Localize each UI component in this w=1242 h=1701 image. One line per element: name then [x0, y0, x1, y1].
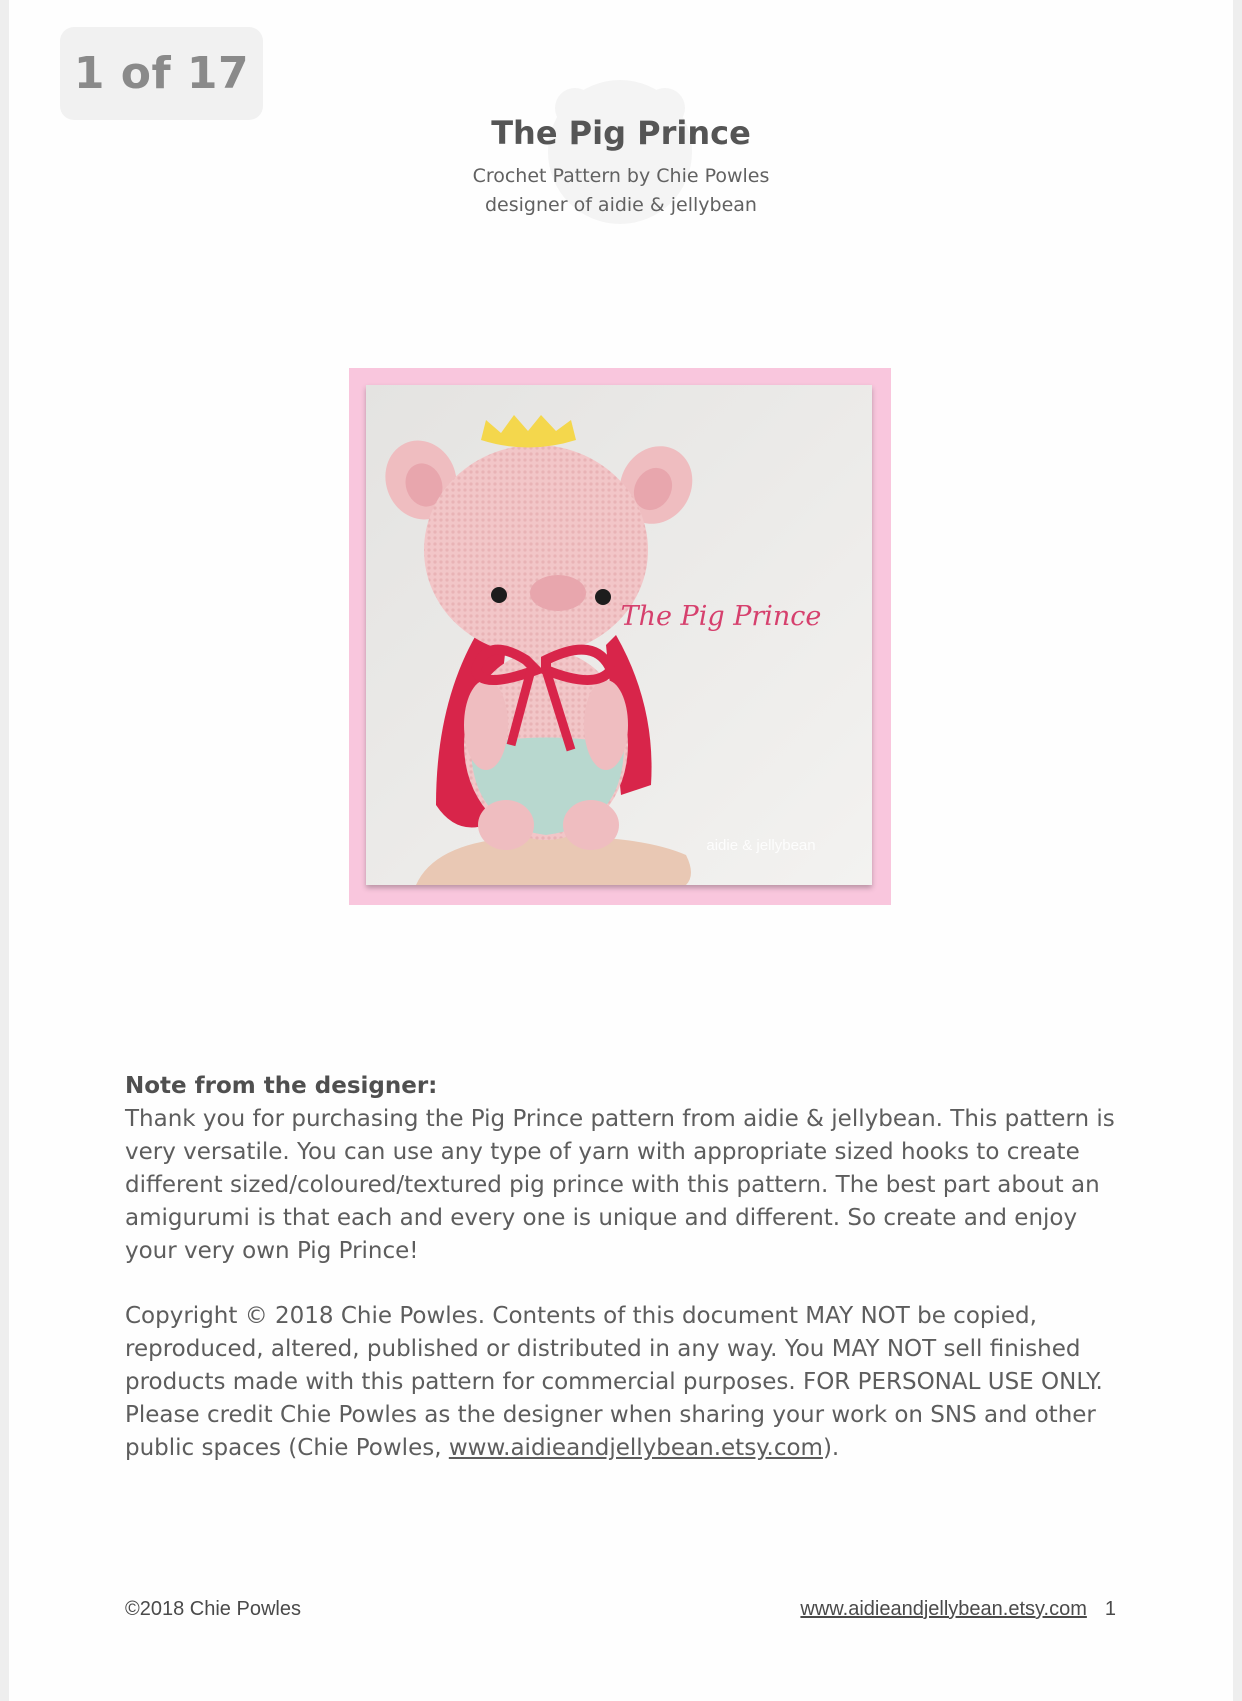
copyright-text-end: ).	[822, 1435, 840, 1461]
product-photo-frame	[349, 368, 891, 905]
note-heading: Note from the designer:	[125, 1073, 438, 1099]
page-counter-badge: 1 of 17	[60, 27, 263, 120]
photo-watermark-text: aidie & jellybean	[706, 837, 816, 854]
copyright-notice	[125, 1300, 1135, 1465]
document-title: The Pig Prince	[491, 114, 751, 152]
footer-page-number: 1	[1104, 1598, 1116, 1620]
footer-right	[800, 1598, 1116, 1621]
designer-line: designer of aidie & jellybean	[485, 194, 757, 216]
photo-script-title: The Pig Prince	[620, 601, 822, 632]
footer-copyright: ©2018 Chie Powles	[125, 1598, 301, 1620]
designer-note	[125, 1070, 1135, 1268]
document-subtitle: Crochet Pattern by Chie Powles	[472, 165, 770, 187]
footer-shop-link[interactable]: www.aidieandjellybean.etsy.com	[800, 1598, 1087, 1620]
pig-prince-photo	[366, 385, 872, 885]
logo-watermark	[541, 72, 699, 242]
note-body: Thank you for purchasing the Pig Prince pattern from aidie & jellybean. This pattern is very versatile. You can use any type of yarn with appropriate sized hooks to create different sized/coloured/textured pig prince with this pattern. The best part about an amigurumi is that each and every one is unique and different. So create and enjoy your very own Pig Prince!	[125, 1106, 1115, 1264]
etsy-shop-link[interactable]: www.aidieandjellybean.etsy.com	[448, 1435, 823, 1461]
copyright-text: Copyright © 2018 Chie Powles. Contents of this document MAY NOT be copied, reproduced, altered, published or distributed in any way. You MAY NOT sell finished products made with this pattern for commercial purposes. FOR PERSONAL USE ONLY. Please credit Chie Powles as the designer when sharing your work on SNS and other public spaces (Chie Powles,	[125, 1303, 1103, 1461]
